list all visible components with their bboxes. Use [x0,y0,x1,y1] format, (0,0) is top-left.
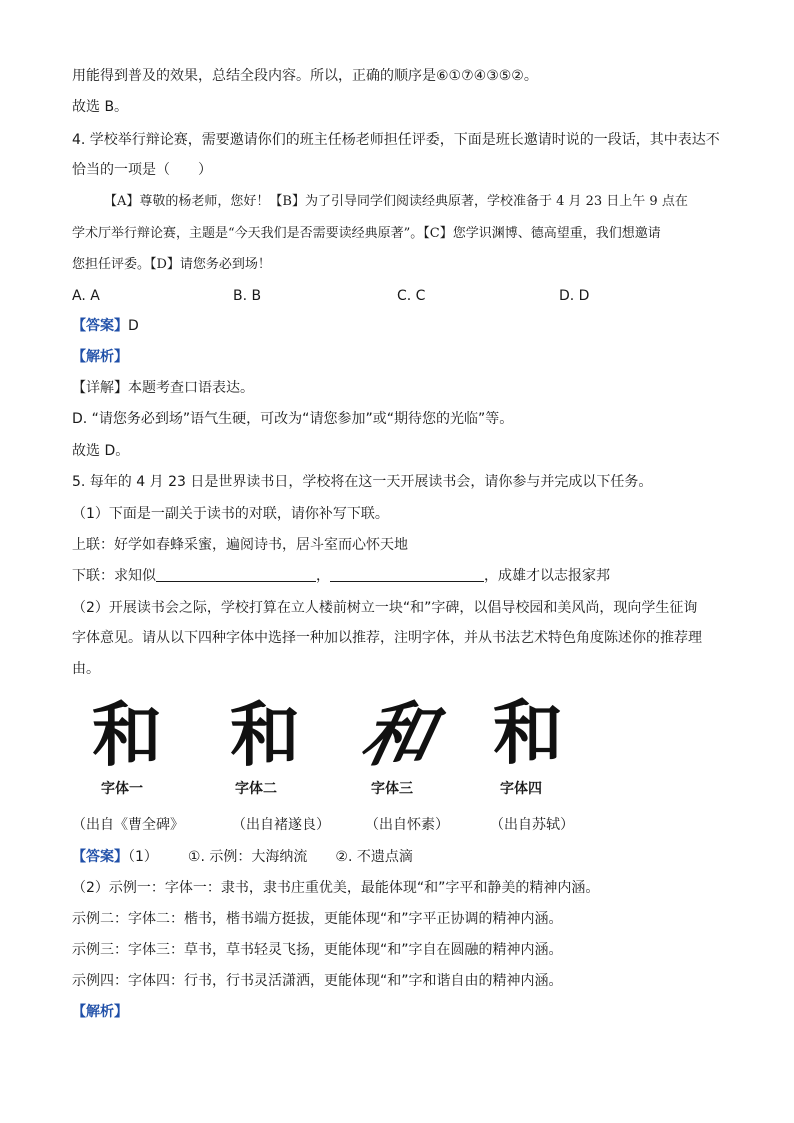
q4-answer [72,316,139,336]
lower-suffix: ，成雄才以志报家邦 [484,568,610,584]
q5-sub2-line-1: （2）开展读书会之际，学校打算在立人楼前树立一块“和”字碑，以倡导校园和美风尚，现向学生征询 [72,600,698,616]
font-source-3: （出自怀素） [365,817,449,833]
circled-mark-1: ① [187,849,201,865]
calligraphy-glyph-1: 和 [92,693,162,776]
font-source-1: （出自《曹全碑》 [72,817,184,833]
circled-mark-2: ② [335,849,348,865]
font-source-4: （出自苏轼） [490,817,574,833]
font-caption-4: 字体四 [500,781,542,797]
q5-sub2-line-3: 由。 [72,661,100,677]
q4-option-c: C. C [397,288,426,304]
calligraphy-glyph-4: 和 [493,696,563,773]
top-line-1: 用能得到普及的效果，总结全段内容。所以，正确的顺序是⑥①⑦④③⑤②。 [72,68,538,84]
q4-passage-line-3: 您担任评委。【D】请您务必到场！ [72,257,271,272]
q4-passage-line-1: 【A】尊敬的杨老师，您好！【B】为了引导同学们阅读经典原著，学校准备于 4 月 23 日上午 9 点在 [104,194,688,209]
blank-1 [156,567,316,582]
q4-answer-label: 【答案】 [72,318,128,334]
q5-example-4: 示例四：字体四：行书，行书灵活潇洒，更能体现“和”字和谐自由的精神内涵。 [72,973,563,989]
q4-option-d: D. D [559,288,590,304]
font-caption-3: 字体三 [371,781,413,797]
font-caption-1: 字体一 [101,781,143,797]
q4-explain: D. “请您务必到场”语气生硬，可改为“请您参加”或“期待您的光临”等。 [72,411,514,427]
q4-passage-line-2: 学术厅举行辩论赛，主题是“今天我们是否需要读经典原著”。【C】您学识渊博、德高望重，我们想邀请 [72,226,661,241]
q5-example-1: （2）示例一：字体一：隶书，隶书庄重优美，最能体现“和”字平和静美的精神内涵。 [72,880,600,896]
q4-detail-label: 【详解】 [72,380,128,396]
top-line-2: 故选 B。 [72,99,129,115]
q4-stem-line-1: 4. 学校举行辩论赛，需要邀请你们的班主任杨老师担任评委，下面是班长邀请时说的一段话，其中表达不 [72,132,720,148]
q4-answer-value: D [128,318,139,334]
font-caption-2: 字体二 [235,781,277,797]
q5-ans-2: . 不遗点滴 [347,849,413,865]
q4-option-b: B. B [233,288,262,304]
q4-conclusion: 故选 D。 [72,443,130,459]
q5-example-2: 示例二：字体二：楷书，楷书端方挺拔，更能体现“和”字平正协调的精神内涵。 [72,911,563,927]
q5-answer-label: 【答案】 [72,849,128,865]
q4-option-a: A. A [72,288,100,304]
q4-analysis-label: 【解析】 [72,349,128,365]
q5-analysis-label: 【解析】 [72,1004,128,1020]
q5-answer [72,847,413,867]
q4-detail [72,378,254,398]
q5-sub2-line-2: 字体意见。请从以下四种字体中选择一种加以推荐，注明字体，并从书法艺术特色角度陈述你的推荐理 [72,630,702,646]
q5-sub1: （1）下面是一副关于读书的对联，请你补写下联。 [72,506,389,522]
q5-lower-couplet [72,566,610,586]
q4-stem-line-2: 恰当的一项是（ ） [72,162,212,178]
q5-example-3: 示例三：字体三：草书，草书轻灵飞扬，更能体现“和”字自在圆融的精神内涵。 [72,942,563,958]
lower-prefix: 下联：求知似 [72,568,156,584]
lower-sep: ， [316,568,330,584]
q5-ans-1: . 示例：大海纳流 [200,849,308,865]
blank-2 [330,567,484,582]
font-source-2: （出自褚遂良） [232,817,330,833]
q5-stem: 5. 每年的 4 月 23 日是世界读书日，学校将在这一天开展读书会，请你参与并完成以下任务。 [72,474,653,490]
q5-answer-part1: （1） [128,849,158,865]
calligraphy-glyph-3: 和 [354,693,442,776]
calligraphy-glyph-2: 和 [230,694,300,776]
q5-upper-couplet: 上联：好学如春蜂采蜜，遍阅诗书，居斗室而心怀天地 [72,537,408,553]
q4-detail-text: 本题考查口语表达。 [128,380,254,396]
